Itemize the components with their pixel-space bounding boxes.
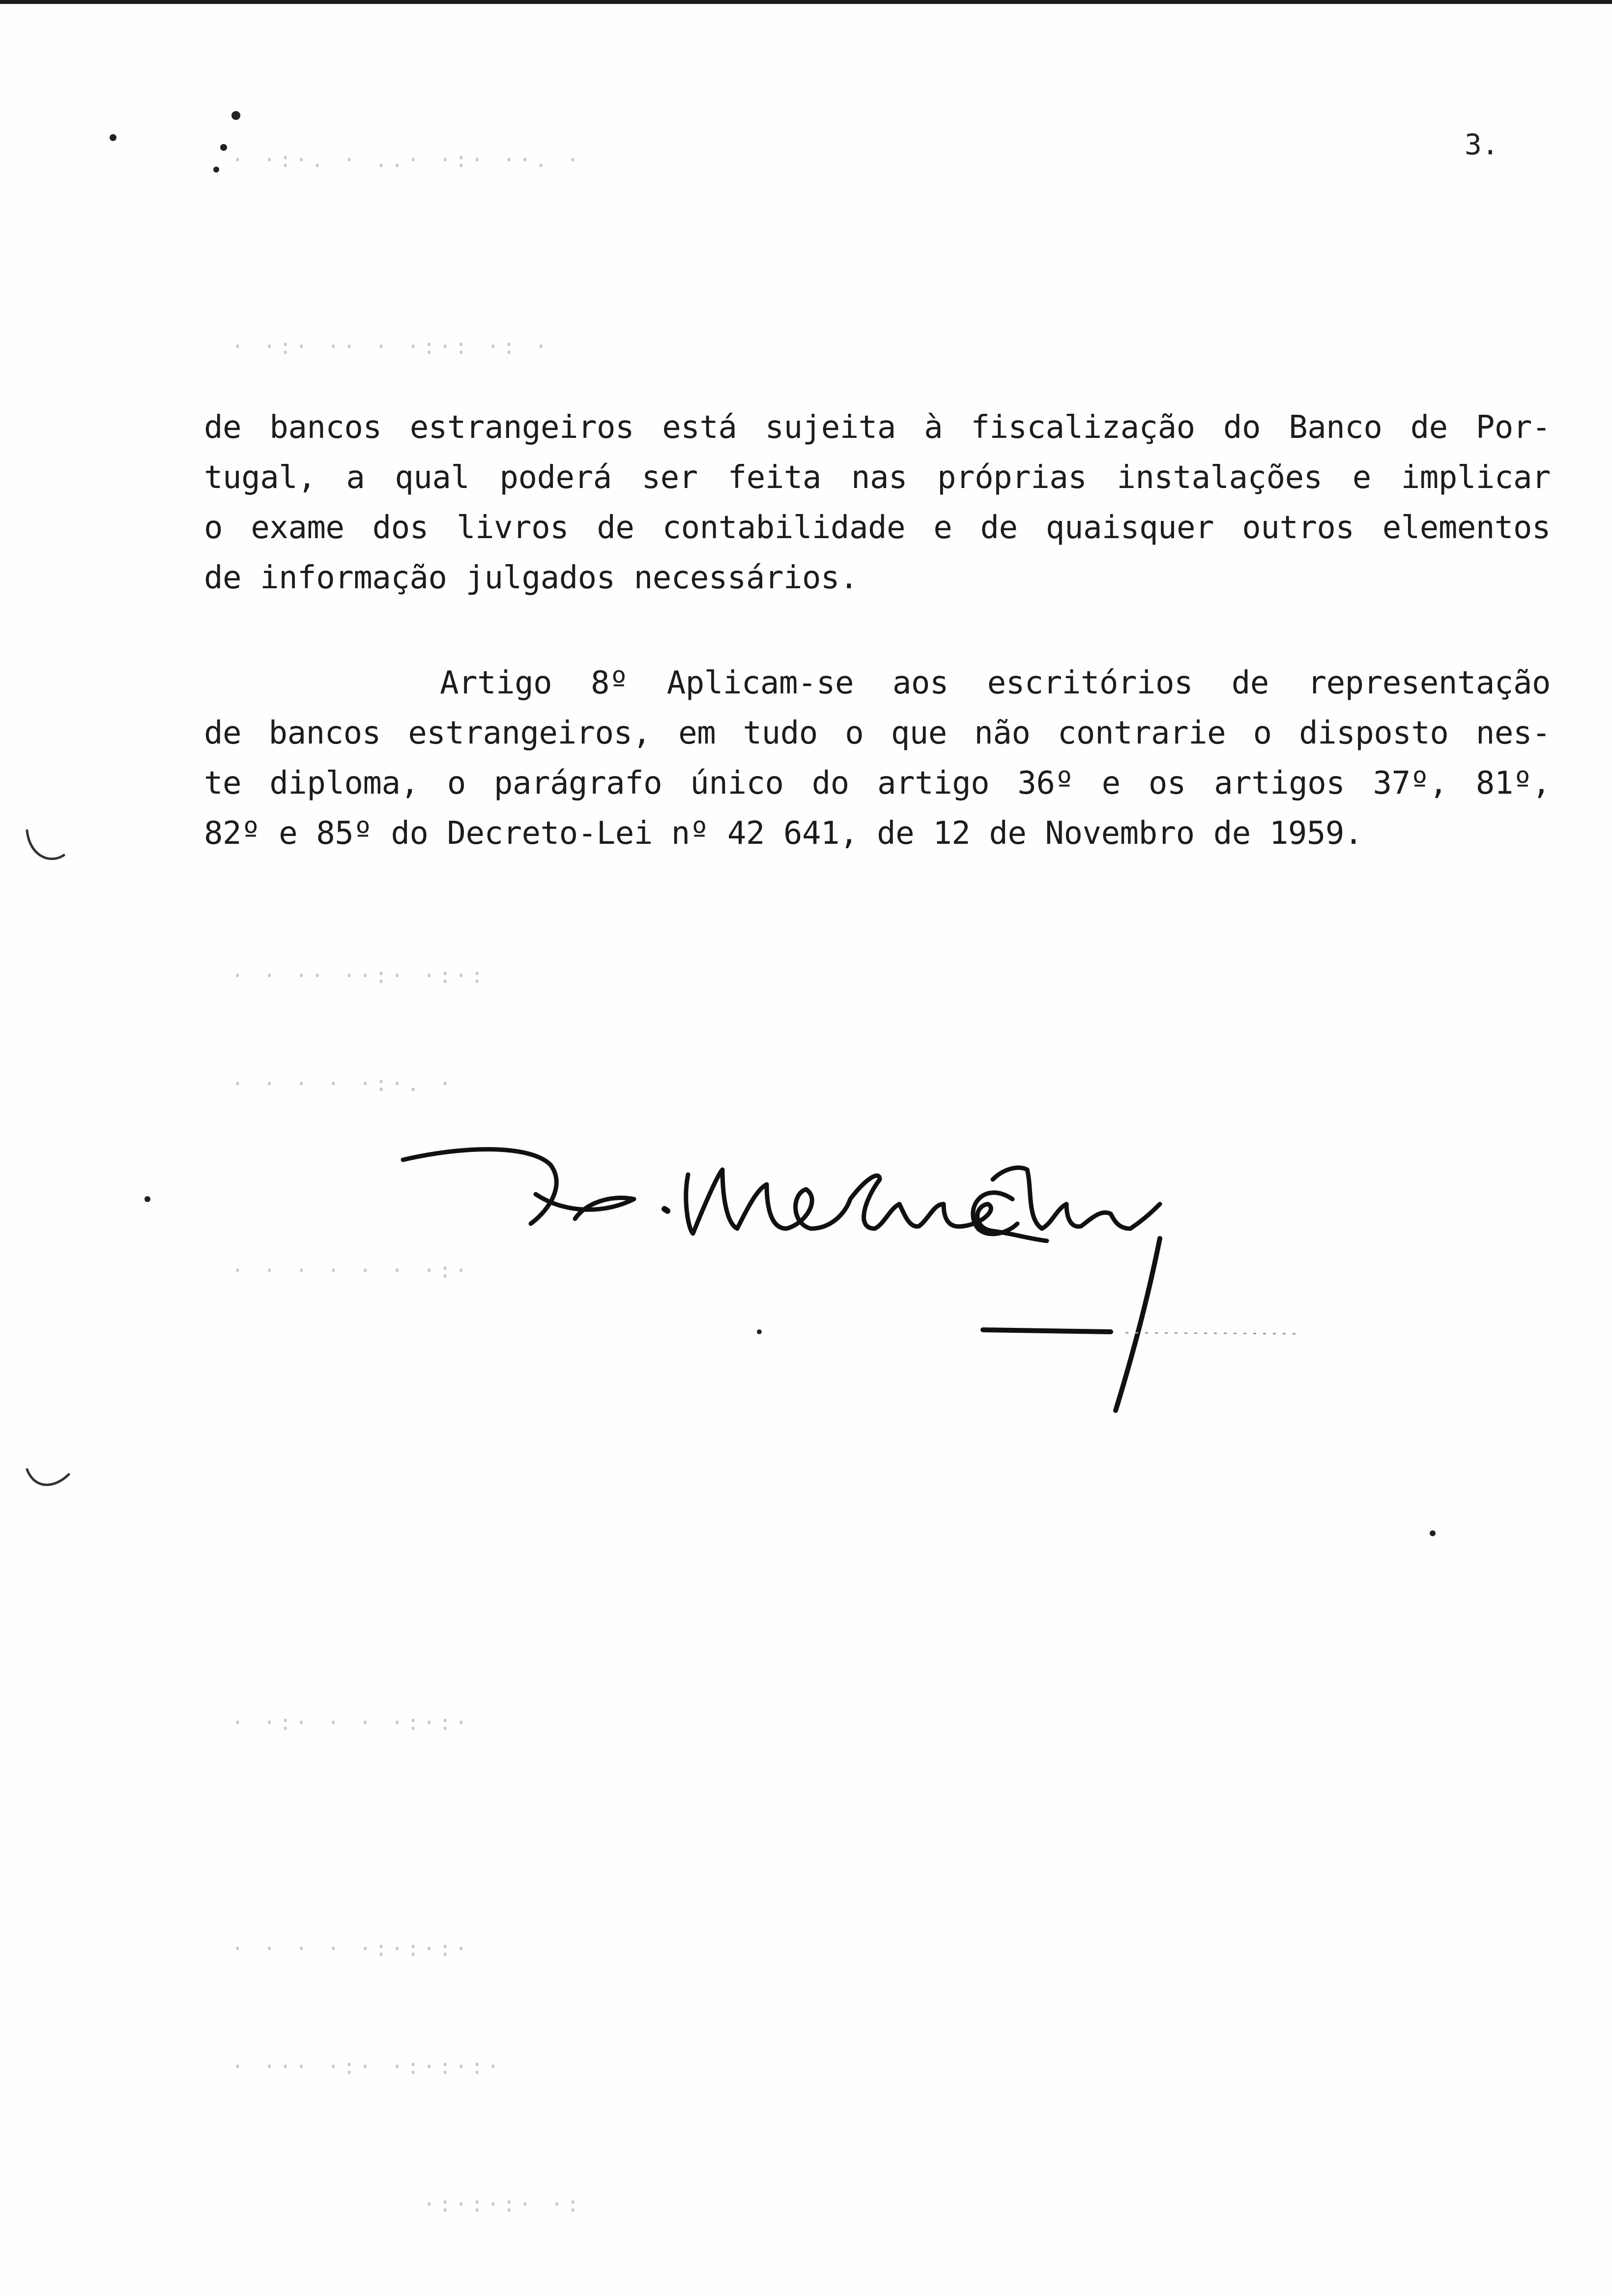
bleed-through-mark: · · · · · · ·:· [231,1258,471,1283]
text-line: de informação julgados necessários. [204,560,859,596]
bleed-through-mark: · ·:·. · ..· ·:· ··. · [231,147,582,172]
text-line: de bancos estrangeiros, em tudo o que não contrarie o disposto nes- [204,715,1551,751]
text-line: te diploma, o parágrafo único do artigo 36º e os artigos 37º, 81º, [204,765,1551,802]
bleed-through-mark: · · · · ·:·:·:· [231,1936,471,1961]
bleed-through-mark: · ·:· · · ·:·:· [231,1710,471,1735]
text-line: o exame dos livros de contabilidade e de quaisquer outros elementos [204,510,1551,546]
bleed-through-mark: · ··· ·:· ·:·:·:· [231,2054,503,2079]
text-line: 82º e 85º do Decreto-Lei nº 42 641, de 12 de Novembro de 1959. [204,815,1363,852]
bleed-through-mark: · · ·· ··:· ·:·: [231,963,487,988]
text-line: tugal, a qual poderá ser feita nas próprias instalações e implicar [204,459,1551,496]
article-heading-line: Artigo 8º Aplicam-se aos escritórios de representação [440,665,1551,701]
bleed-through-mark: · ·:· ·· · ·:·: ·: · [231,334,550,359]
bleed-through-mark: ·:·:·:· ·: [423,2192,582,2217]
text-line: de bancos estrangeiros está sujeita à fiscalização do Banco de Por- [204,409,1551,446]
top-border-rule [0,0,1612,4]
page-number: 3. [1465,128,1499,161]
bleed-through-mark: · · · · ·:·. · [231,1071,455,1096]
